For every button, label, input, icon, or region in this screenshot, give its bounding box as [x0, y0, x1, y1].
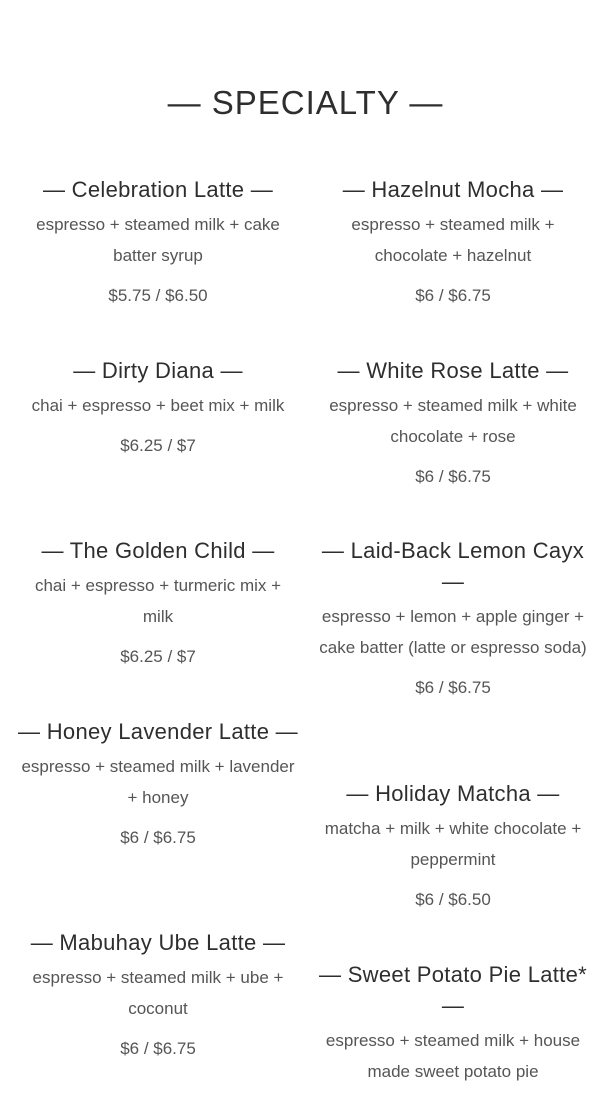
- item-description: chai + espresso + turmeric mix + milk: [34, 576, 282, 626]
- menu-item-mabuhay-ube-latte: [8, 927, 308, 1061]
- item-description: chai + espresso + beet mix + milk: [31, 396, 285, 415]
- item-name: — Dirty Diana —: [73, 358, 243, 383]
- item-price: $5.75 / $6.50: [108, 286, 208, 305]
- item-description: espresso + steamed milk + ube + coconut: [32, 968, 284, 1018]
- item-description: espresso + steamed milk + lavender + honey: [21, 757, 295, 807]
- section-title: — SPECIALTY —: [167, 84, 444, 121]
- item-price: $6 / $6.75: [415, 286, 491, 305]
- item-price: $6.25 / $7: [120, 436, 196, 455]
- item-name: — Holiday Matcha —: [346, 781, 560, 806]
- item-price: $6 / $6.50: [415, 890, 491, 909]
- item-description: espresso + steamed milk + chocolate + hazelnut: [351, 215, 555, 265]
- item-description: matcha + milk + white chocolate + peppermint: [324, 819, 582, 869]
- menu-item-holiday-matcha: [303, 778, 603, 912]
- item-price: $6 / $6.75: [415, 467, 491, 486]
- menu-item-white-rose-latte: [303, 355, 603, 489]
- item-description: espresso + steamed milk + house made sweet potato pie: [325, 1031, 581, 1081]
- item-name: — Laid-Back Lemon Cayx —: [321, 538, 585, 594]
- item-price: $6 / $6.75: [120, 1039, 196, 1058]
- item-price: $6 / $6.75: [415, 678, 491, 697]
- menu-item-laid-back-lemon-cayx: [303, 535, 603, 700]
- item-name: — Celebration Latte —: [42, 177, 274, 202]
- item-name: — Sweet Potato Pie Latte* —: [319, 962, 587, 1018]
- menu-item-celebration-latte: [8, 174, 308, 308]
- menu-item-hazelnut-mocha: [303, 174, 603, 308]
- menu-item-golden-child: [8, 535, 308, 669]
- menu-item-dirty-diana: [8, 355, 308, 458]
- item-name: — Hazelnut Mocha —: [342, 177, 564, 202]
- item-name: — The Golden Child —: [41, 538, 275, 563]
- item-price: $6.25 / $7: [120, 647, 196, 666]
- item-name: — Honey Lavender Latte —: [18, 719, 298, 744]
- menu-item-sweet-potato-pie-latte: [303, 959, 603, 1100]
- item-description: espresso + steamed milk + white chocolate + rose: [329, 396, 577, 446]
- item-description: espresso + lemon + apple ginger + cake batter (latte or espresso soda): [319, 607, 587, 657]
- item-price: $6 / $6.75: [120, 828, 196, 847]
- menu-item-honey-lavender-latte: [8, 716, 308, 850]
- item-name: — Mabuhay Ube Latte —: [30, 930, 286, 955]
- item-name: — White Rose Latte —: [337, 358, 569, 383]
- item-description: espresso + steamed milk + cake batter syrup: [36, 215, 280, 265]
